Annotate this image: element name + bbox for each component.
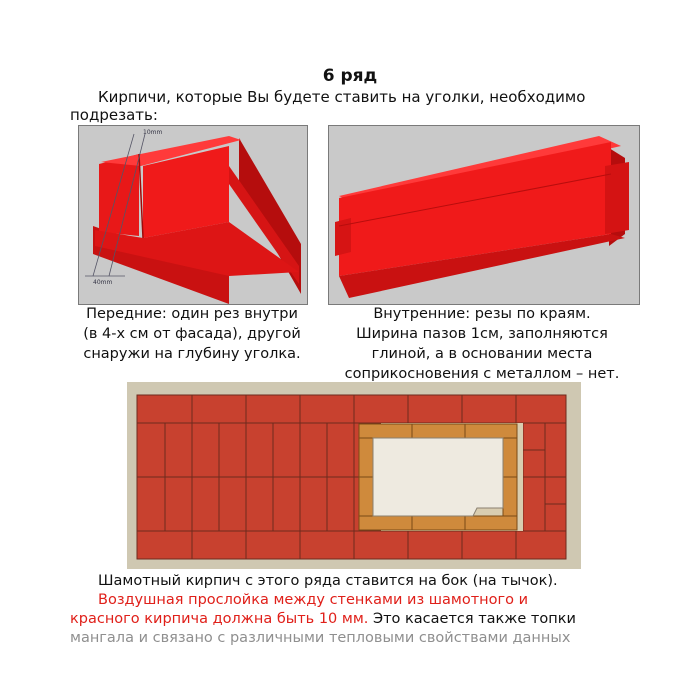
plan-brick xyxy=(408,531,462,559)
left-caption-line: снаружи на глубину уголка. xyxy=(83,346,301,362)
dimension-label-bottom: 40mm xyxy=(93,279,113,286)
brick-row-plan-drawing xyxy=(127,382,581,569)
right-caption-line: Ширина пазов 1см, заполняются xyxy=(356,326,608,342)
intro-line-2: подрезать: xyxy=(70,106,158,124)
page-heading: 6 ряд xyxy=(322,66,378,86)
plan-brick xyxy=(219,477,246,531)
plan-brick xyxy=(327,477,354,531)
front-brick-figure xyxy=(78,125,308,305)
left-caption xyxy=(60,304,324,364)
brick-row-plan xyxy=(127,382,581,569)
right-caption-line: Внутренние: резы по краям. xyxy=(373,306,591,322)
cut-line xyxy=(139,154,143,238)
plan-brick xyxy=(545,423,566,477)
plan-brick xyxy=(516,395,566,423)
plan-brick xyxy=(137,477,165,531)
intro-paragraph xyxy=(70,88,630,124)
plan-brick xyxy=(545,504,566,531)
bottom-line-3-red: красного кирпича должна быть 10 мм. xyxy=(70,611,369,627)
right-groove xyxy=(605,162,629,234)
front-brick-drawing xyxy=(79,126,307,304)
plan-brick xyxy=(192,395,246,423)
plan-brick xyxy=(246,531,300,559)
intro-line-1: Кирпичи, которые Вы будете ставить на уголки, необходимо xyxy=(98,88,586,106)
inner-brick-drawing xyxy=(329,126,639,304)
plan-brick xyxy=(137,423,165,477)
brick-left-block xyxy=(99,154,139,236)
bottom-line-1: Шамотный кирпич с этого ряда ставится на бок (на тычок). xyxy=(98,573,558,589)
plan-brick xyxy=(192,531,246,559)
plan-brick xyxy=(273,477,300,531)
left-caption-line: Передние: один рез внутри xyxy=(86,306,298,322)
plan-brick xyxy=(523,477,545,531)
plan-brick xyxy=(516,531,566,559)
firebox-opening xyxy=(373,438,503,516)
plan-brick xyxy=(545,477,566,504)
plan-brick xyxy=(192,477,219,531)
plan-brick xyxy=(462,395,516,423)
plan-brick xyxy=(300,423,327,477)
plan-brick xyxy=(354,531,408,559)
plan-brick xyxy=(354,395,408,423)
bottom-line-3-rest: Это касается также топки xyxy=(368,611,576,627)
bottom-line-4: мангала и связано с различными тепловыми свойствами данных xyxy=(70,630,571,646)
fireclay-brick xyxy=(359,424,517,438)
plan-brick xyxy=(165,423,192,477)
plan-brick xyxy=(246,423,273,477)
plan-brick xyxy=(165,477,192,531)
dimension-label-top: 10mm xyxy=(143,129,163,136)
right-caption-line: глиной, а в основании места xyxy=(371,346,593,362)
bottom-paragraph xyxy=(70,572,670,648)
inner-brick-figure xyxy=(328,125,640,305)
plan-brick xyxy=(246,395,300,423)
plan-brick xyxy=(300,531,354,559)
plan-brick xyxy=(327,423,354,477)
plan-brick xyxy=(219,423,246,477)
plan-brick xyxy=(137,395,192,423)
plan-brick xyxy=(246,477,273,531)
plan-brick xyxy=(192,423,219,477)
bottom-line-2-red: Воздушная прослойка между стенками из шамотного и xyxy=(98,592,529,608)
fireclay-brick xyxy=(359,516,517,530)
left-caption-line: (в 4-х см от фасада), другой xyxy=(83,326,301,342)
plan-brick xyxy=(523,423,545,450)
plan-brick xyxy=(408,395,462,423)
plan-brick xyxy=(137,531,192,559)
plan-brick xyxy=(273,423,300,477)
plan-brick xyxy=(300,395,354,423)
plan-brick xyxy=(462,531,516,559)
plan-brick xyxy=(300,477,327,531)
right-caption xyxy=(322,304,642,384)
right-caption-line: соприкосновения с металлом – нет. xyxy=(344,366,620,382)
plan-brick xyxy=(523,450,545,477)
